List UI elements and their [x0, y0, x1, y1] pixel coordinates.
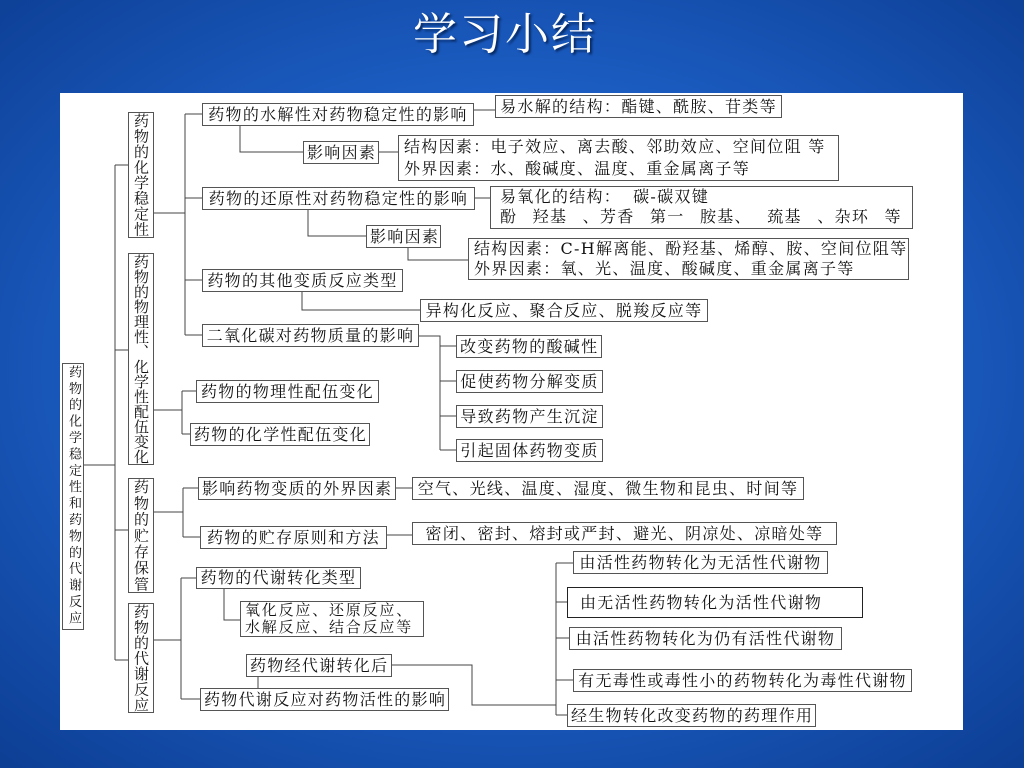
hydrolysis-node: 药物的水解性对药物稳定性的影响	[202, 103, 474, 126]
oxidation-structures-label: 易氧化的结构：	[500, 187, 622, 206]
metabolism-outcome: 经生物转化改变药物的药理作用	[567, 704, 816, 727]
co2-effect: 改变药物的酸碱性	[456, 335, 602, 358]
oxidation-node: 药物的还原性对药物稳定性的影响	[202, 187, 475, 210]
branch-compatibility: 药物的物理性、化学性配伍变化	[128, 253, 154, 465]
co2-effect: 引起固体药物变质	[456, 439, 603, 462]
connector-line	[224, 589, 240, 620]
other-reactions-types: 异构化反应、聚合反应、脱羧反应等	[420, 299, 708, 322]
metabolism-activity-node: 药物代谢反应对药物活性的影响	[200, 688, 449, 711]
oxidation-factors-detail	[468, 238, 909, 280]
connector-line	[302, 292, 420, 310]
metabolism-types-line: 氧化反应、还原反应、	[245, 601, 414, 619]
co2-effect: 促使药物分解变质	[456, 370, 603, 393]
branch-chemical-stability: 药物的化学稳定性	[128, 112, 154, 238]
oxidation-structures	[490, 186, 913, 229]
metabolism-types-detail	[240, 601, 424, 637]
physical-compatibility-node: 药物的物理性配伍变化	[196, 380, 379, 403]
connector-line	[308, 210, 366, 236]
root-node: 药物的化学稳定性和药物的代谢反应	[62, 363, 84, 630]
connector-line	[408, 248, 468, 260]
metabolism-outcome: 有无毒性或毒性小的药物转化为毒性代谢物	[573, 669, 912, 692]
co2-node: 二氧化碳对药物质量的影响	[202, 324, 419, 347]
branch-storage: 药物的贮存保管	[128, 478, 154, 593]
metabolism-outcome: 由无活性药物转化为活性代谢物	[567, 587, 863, 618]
other-reactions-node: 药物的其他变质反应类型	[202, 269, 403, 292]
connector-line	[240, 126, 303, 152]
external-factors-text: 外界因素：氧、光、温度、酸碱度、重金属离子等	[474, 259, 855, 278]
chemical-compatibility-node: 药物的化学性配伍变化	[190, 423, 370, 446]
hydrolysis-factors-detail	[398, 135, 839, 181]
slide-title: 学习小结	[413, 9, 597, 60]
metabolism-types-line: 水解反应、结合反应等	[245, 618, 414, 636]
structural-factors-text: 结构因素：C-H解离能、酚羟基、烯醇、胺、空间位阻等	[474, 239, 908, 258]
metabolism-outcome: 由活性药物转化为仍有活性代谢物	[569, 627, 842, 650]
storage-methods-node: 药物的贮存原则和方法	[200, 526, 387, 549]
storage-factors-detail: 空气、光线、温度、湿度、微生物和昆虫、时间等	[412, 477, 804, 500]
metabolism-types-node: 药物的代谢转化类型	[196, 567, 361, 589]
storage-factors-node: 影响药物变质的外界因素	[198, 477, 396, 500]
hydrolysis-factors-node: 影响因素	[303, 141, 379, 164]
storage-methods-detail: 密闭、密封、熔封或严封、避光、阴凉处、凉暗处等	[412, 522, 837, 545]
hydrolysis-structures: 易水解的结构：酯键、酰胺、苷类等	[495, 95, 782, 118]
co2-effect: 导致药物产生沉淀	[456, 405, 603, 428]
oxidation-structures-list: 酚 羟基 、芳香 第一 胺基、 巯基 、杂环 等	[500, 207, 902, 226]
metabolism-after-node: 药物经代谢转化后	[246, 654, 392, 677]
metabolism-outcome: 由活性药物转化为无活性代谢物	[573, 551, 828, 574]
oxidation-factors-node: 影响因素	[366, 225, 441, 248]
external-factors-text: 外界因素：水、酸碱度、温度、重金属离子等	[404, 159, 751, 178]
structural-factors-text: 结构因素：电子效应、离去酸、邻助效应、空间位阻 等	[404, 137, 826, 156]
branch-metabolism: 药物的代谢反应	[128, 603, 154, 713]
connector-line	[419, 336, 440, 450]
oxidation-structure-first: 碳-碳双键	[633, 187, 710, 206]
